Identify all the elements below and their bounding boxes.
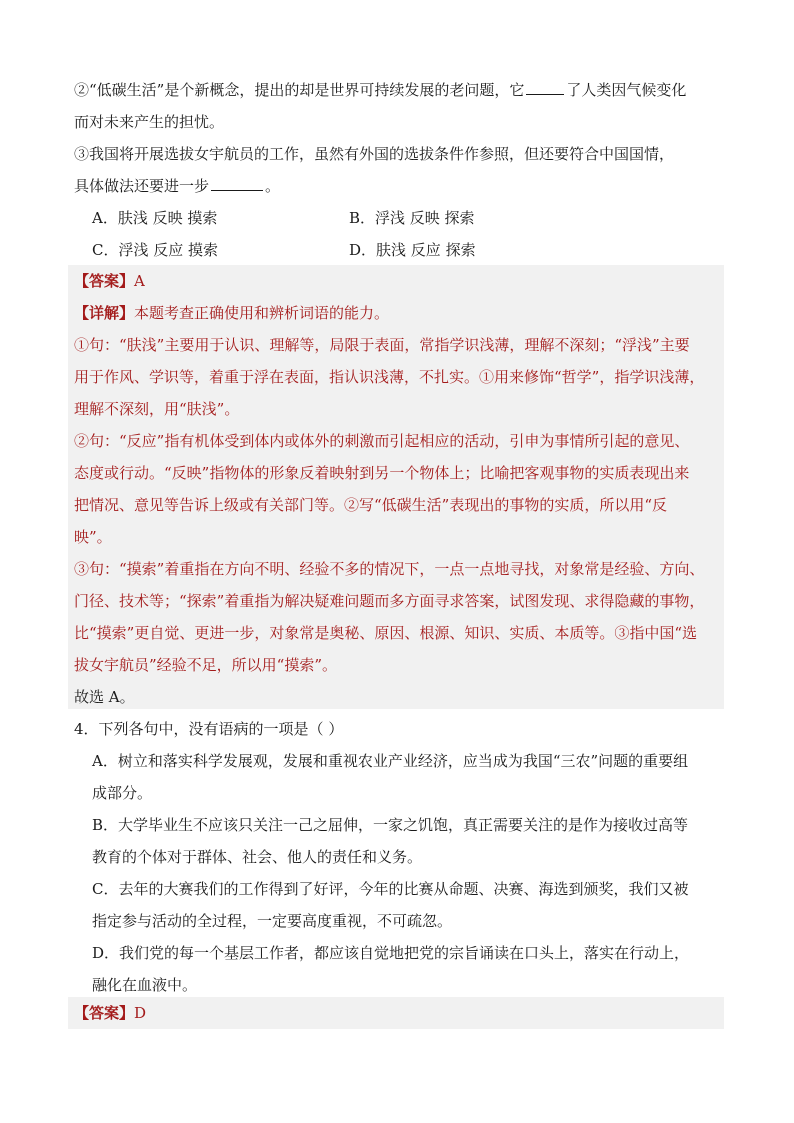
q3-item2-text-a: ②“低碳生活”是个新概念，提出的却是世界可持续发展的老问题，它: [74, 81, 525, 99]
answer-label: 【答案】: [74, 1004, 135, 1022]
q4-option-d-line1: D．我们党的每一个基层工作者，都应该自觉地把党的宗旨诵读在口头上，落实在行动上，: [92, 944, 690, 962]
q4-option-c-line2: 指定参与活动的全过程，一定要高度重视，不可疏忽。: [92, 912, 453, 930]
q3-item3-line2: [74, 175, 280, 197]
answer-value: D: [134, 1004, 147, 1022]
q3-p2-line3: 把情况、意见等告诉上级或有关部门等。②写“低碳生活”表现出的事物的实质，所以用“反: [74, 496, 668, 514]
answer-blank: [526, 79, 564, 95]
q4-option-a-line1: A．树立和落实科学发展观，发展和重视农业产业经济，应当成为我国“三农”问题的重要组: [92, 752, 689, 770]
q4-stem: 4．下列各句中，没有语病的一项是（ ）: [74, 720, 344, 738]
q3-p2-line4: 映”。: [74, 528, 112, 546]
q3-p3-line1: ③句：“摸索”着重指在方向不明、经验不多的情况下，一点一点地寻找，对象常是经验、方向、: [74, 560, 705, 578]
q4-answer: [74, 1002, 146, 1024]
q3-p1-line3: 理解不深刻，用“肤浅”。: [74, 400, 240, 418]
q3-option-c: C．浮浅 反应 摸索: [92, 241, 219, 259]
q3-p3-line4: 拔女宇航员”经验不足，所以用“摸索”。: [74, 656, 338, 674]
q3-p3-line3: 比“摸索”更自觉、更进一步，对象常是奥秘、原因、根源、知识、实质、本质等。③指中国“选: [74, 624, 698, 642]
q3-item3-text-b: 具体做法还要进一步: [74, 177, 210, 195]
answer-value: A: [134, 272, 145, 290]
q3-p2-line2: 态度或行动。“反映”指物体的形象反着映射到另一个物体上；比喻把客观事物的实质表现出来: [74, 464, 690, 482]
q3-p3-line2: 门径、技术等；“探索”着重指为解决疑难问题而多方面寻求答案，试图发现、求得隐藏的事物，: [74, 592, 705, 610]
q3-answer: [74, 270, 145, 292]
q3-item2-line2: 而对未来产生的担忧。: [74, 113, 225, 131]
q4-option-b-line1: B．大学毕业生不应该只关注一己之屈伸，一家之饥饱，真正需要关注的是作为接收过高等: [92, 816, 689, 834]
q4-option-c-line1: C．去年的大赛我们的工作得到了好评，今年的比赛从命题、决赛、海选到颁奖，我们又被: [92, 880, 689, 898]
q4-option-b-line2: 教育的个体对于群体、社会、他人的责任和义务。: [92, 848, 423, 866]
q3-option-d: D．肤浅 反应 探索: [349, 241, 476, 259]
q3-item3-line1: ③我国将开展选拔女宇航员的工作，虽然有外国的选拔条件作参照，但还要符合中国国情，: [74, 145, 675, 163]
q3-p1-line1: ①句：“肤浅”主要用于认识、理解等，局限于表面，常指学识浅薄，理解不深刻；“浮浅”主要: [74, 336, 690, 354]
q3-detail: [74, 302, 389, 324]
q3-option-a: A．肤浅 反映 摸索: [92, 209, 218, 227]
q3-item3-text-c: 。: [265, 177, 281, 195]
q3-p1-line2: 用于作风、学识等，着重于浮在表面，指认识浅薄，不扎实。①用来修饰“哲学”，指学识浅薄，: [74, 368, 705, 386]
q3-option-b: B．浮浅 反映 探索: [349, 209, 475, 227]
q3-conclusion: 故选 A。: [74, 688, 135, 706]
q3-p2-line1: ②句：“反应”指有机体受到体内或体外的刺激而引起相应的活动，引申为事情所引起的意见、: [74, 432, 690, 450]
detail-label: 【详解】: [74, 304, 135, 322]
answer-blank: [211, 175, 263, 191]
q3-item2-text-b: 了人类因气候变化: [566, 81, 687, 99]
q4-option-a-line2: 成部分。: [92, 784, 153, 802]
q3-item2-line1: [74, 79, 686, 101]
answer-label: 【答案】: [74, 272, 135, 290]
detail-text: 本题考查正确使用和辨析词语的能力。: [134, 304, 390, 322]
q4-option-d-line2: 融化在血液中。: [92, 976, 198, 994]
q4-answer-box: [68, 997, 724, 1029]
